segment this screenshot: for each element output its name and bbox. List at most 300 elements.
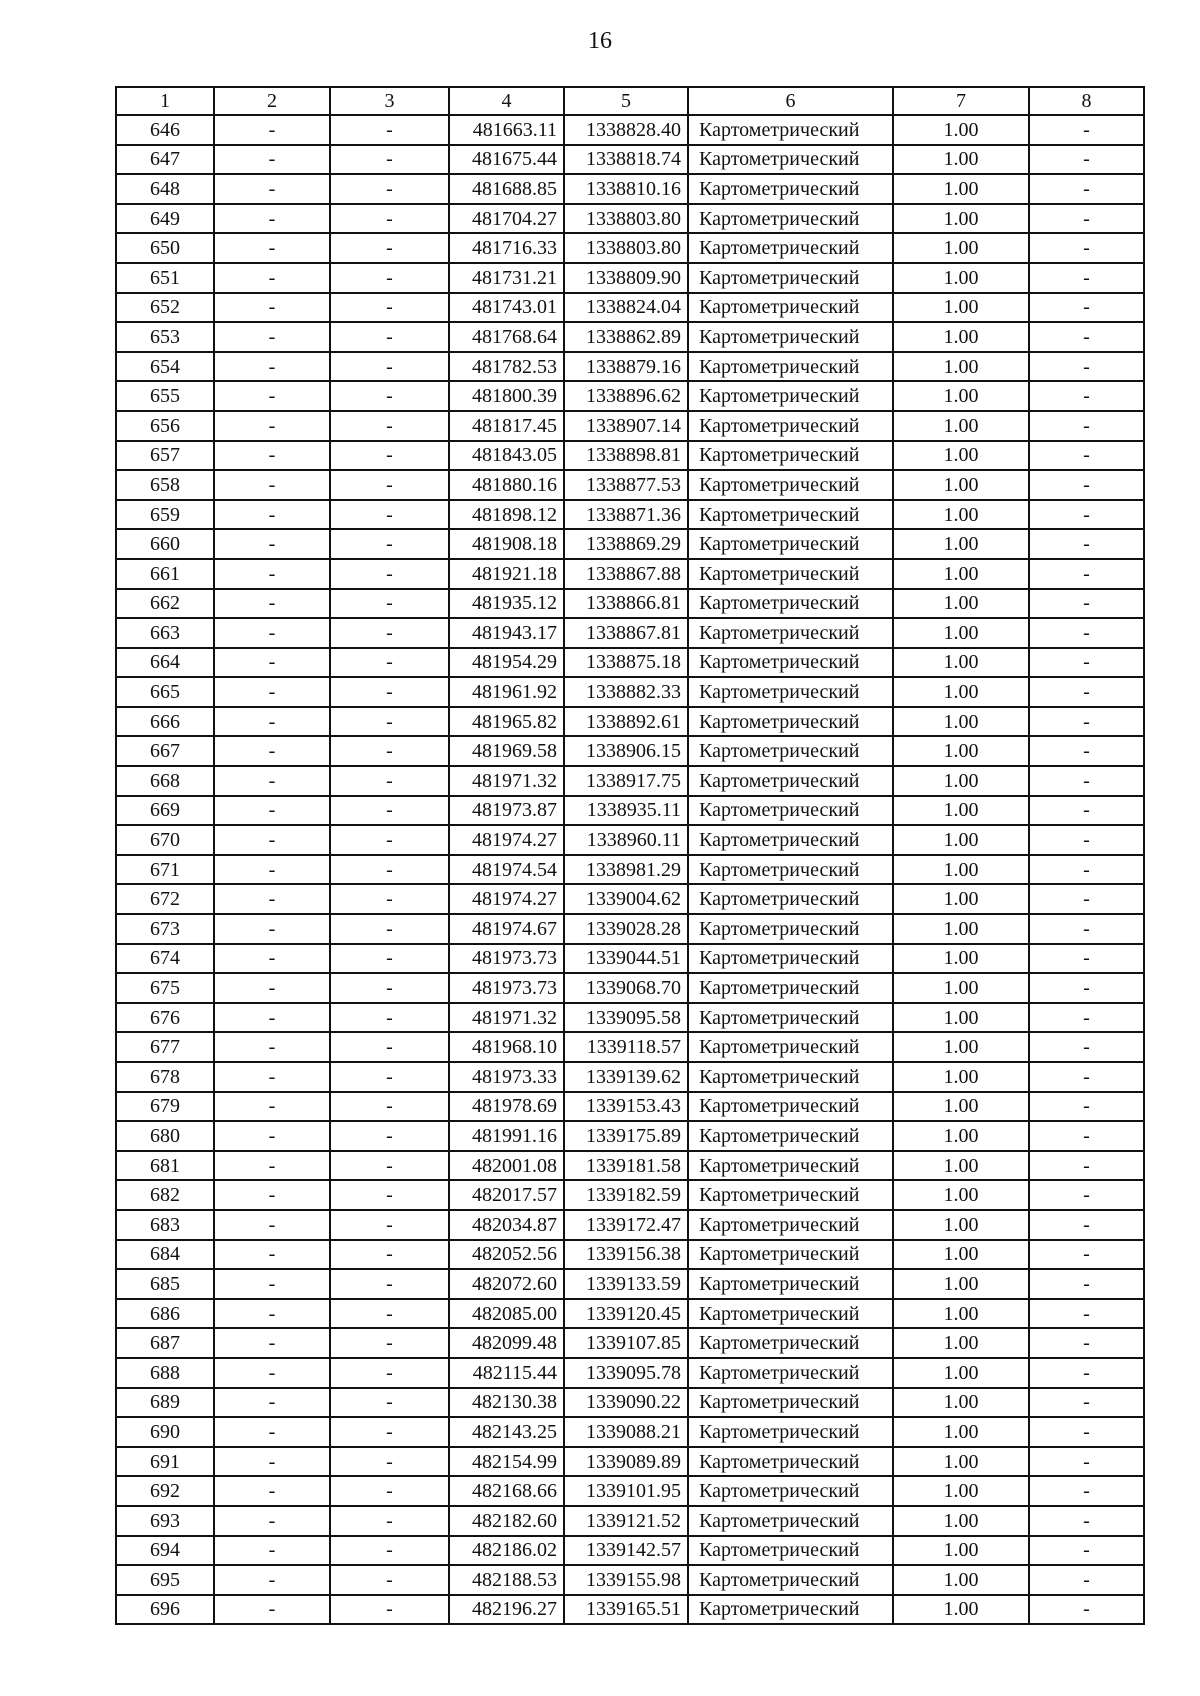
col3-cell: - xyxy=(330,322,449,352)
col2-cell: - xyxy=(214,559,330,589)
col2-cell: - xyxy=(214,914,330,944)
accuracy-cell: 1.00 xyxy=(893,1506,1029,1536)
point-number-cell: 694 xyxy=(116,1536,214,1566)
col3-cell: - xyxy=(330,263,449,293)
accuracy-cell: 1.00 xyxy=(893,1240,1029,1270)
x-coordinate-cell: 481974.27 xyxy=(449,884,564,914)
col2-cell: - xyxy=(214,1003,330,1033)
method-cell: Картометрический xyxy=(688,1180,893,1210)
col2-cell: - xyxy=(214,707,330,737)
y-coordinate-cell: 1339120.45 xyxy=(564,1299,688,1329)
col3-cell: - xyxy=(330,736,449,766)
col3-cell: - xyxy=(330,648,449,678)
col8-cell: - xyxy=(1029,145,1144,175)
method-cell: Картометрический xyxy=(688,648,893,678)
col3-cell: - xyxy=(330,1417,449,1447)
method-cell: Картометрический xyxy=(688,263,893,293)
x-coordinate-cell: 481991.16 xyxy=(449,1121,564,1151)
col3-cell: - xyxy=(330,293,449,323)
accuracy-cell: 1.00 xyxy=(893,1180,1029,1210)
col2-cell: - xyxy=(214,381,330,411)
col3-cell: - xyxy=(330,1447,449,1477)
col8-cell: - xyxy=(1029,1447,1144,1477)
y-coordinate-cell: 1339181.58 xyxy=(564,1151,688,1181)
col3-cell: - xyxy=(330,145,449,175)
accuracy-cell: 1.00 xyxy=(893,1358,1029,1388)
accuracy-cell: 1.00 xyxy=(893,884,1029,914)
accuracy-cell: 1.00 xyxy=(893,529,1029,559)
col8-cell: - xyxy=(1029,174,1144,204)
accuracy-cell: 1.00 xyxy=(893,1062,1029,1092)
point-number-cell: 657 xyxy=(116,441,214,471)
x-coordinate-cell: 481935.12 xyxy=(449,589,564,619)
col8-cell: - xyxy=(1029,973,1144,1003)
accuracy-cell: 1.00 xyxy=(893,825,1029,855)
point-number-cell: 683 xyxy=(116,1210,214,1240)
x-coordinate-cell: 481843.05 xyxy=(449,441,564,471)
accuracy-cell: 1.00 xyxy=(893,796,1029,826)
col8-cell: - xyxy=(1029,1328,1144,1358)
method-cell: Картометрический xyxy=(688,1269,893,1299)
table-row xyxy=(116,411,1144,441)
accuracy-cell: 1.00 xyxy=(893,500,1029,530)
x-coordinate-cell: 481973.87 xyxy=(449,796,564,826)
col8-cell: - xyxy=(1029,1032,1144,1062)
col3-cell: - xyxy=(330,411,449,441)
x-coordinate-cell: 482154.99 xyxy=(449,1447,564,1477)
method-cell: Картометрический xyxy=(688,1299,893,1329)
col2-cell: - xyxy=(214,293,330,323)
method-cell: Картометрический xyxy=(688,1062,893,1092)
col8-cell: - xyxy=(1029,648,1144,678)
accuracy-cell: 1.00 xyxy=(893,352,1029,382)
method-cell: Картометрический xyxy=(688,736,893,766)
y-coordinate-cell: 1338875.18 xyxy=(564,648,688,678)
point-number-cell: 654 xyxy=(116,352,214,382)
x-coordinate-cell: 482188.53 xyxy=(449,1565,564,1595)
table-body xyxy=(116,115,1144,1624)
accuracy-cell: 1.00 xyxy=(893,973,1029,1003)
accuracy-cell: 1.00 xyxy=(893,1565,1029,1595)
x-coordinate-cell: 481969.58 xyxy=(449,736,564,766)
col8-cell: - xyxy=(1029,589,1144,619)
table-row xyxy=(116,115,1144,145)
accuracy-cell: 1.00 xyxy=(893,1388,1029,1418)
x-coordinate-cell: 482034.87 xyxy=(449,1210,564,1240)
col2-cell: - xyxy=(214,1062,330,1092)
method-cell: Картометрический xyxy=(688,411,893,441)
col8-cell: - xyxy=(1029,322,1144,352)
col2-cell: - xyxy=(214,204,330,234)
accuracy-cell: 1.00 xyxy=(893,1032,1029,1062)
y-coordinate-cell: 1339044.51 xyxy=(564,944,688,974)
point-number-cell: 648 xyxy=(116,174,214,204)
method-cell: Картометрический xyxy=(688,914,893,944)
table-row xyxy=(116,796,1144,826)
col3-cell: - xyxy=(330,855,449,885)
col3-cell: - xyxy=(330,589,449,619)
y-coordinate-cell: 1339139.62 xyxy=(564,1062,688,1092)
col3-cell: - xyxy=(330,115,449,145)
col8-cell: - xyxy=(1029,1062,1144,1092)
accuracy-cell: 1.00 xyxy=(893,204,1029,234)
y-coordinate-cell: 1338871.36 xyxy=(564,500,688,530)
method-cell: Картометрический xyxy=(688,589,893,619)
col2-cell: - xyxy=(214,1121,330,1151)
point-number-cell: 675 xyxy=(116,973,214,1003)
accuracy-cell: 1.00 xyxy=(893,1299,1029,1329)
table-row xyxy=(116,263,1144,293)
x-coordinate-cell: 481768.64 xyxy=(449,322,564,352)
method-cell: Картометрический xyxy=(688,1151,893,1181)
col3-cell: - xyxy=(330,500,449,530)
x-coordinate-cell: 481974.67 xyxy=(449,914,564,944)
col8-cell: - xyxy=(1029,1299,1144,1329)
table-row xyxy=(116,500,1144,530)
x-coordinate-cell: 481880.16 xyxy=(449,470,564,500)
col8-cell: - xyxy=(1029,736,1144,766)
x-coordinate-cell: 481898.12 xyxy=(449,500,564,530)
table-row xyxy=(116,293,1144,323)
y-coordinate-cell: 1339088.21 xyxy=(564,1417,688,1447)
col3-cell: - xyxy=(330,1506,449,1536)
accuracy-cell: 1.00 xyxy=(893,1536,1029,1566)
col3-cell: - xyxy=(330,1476,449,1506)
col2-cell: - xyxy=(214,174,330,204)
point-number-cell: 669 xyxy=(116,796,214,826)
col2-cell: - xyxy=(214,1092,330,1122)
accuracy-cell: 1.00 xyxy=(893,677,1029,707)
method-cell: Картометрический xyxy=(688,1210,893,1240)
method-cell: Картометрический xyxy=(688,1388,893,1418)
x-coordinate-cell: 481908.18 xyxy=(449,529,564,559)
table-row xyxy=(116,1032,1144,1062)
accuracy-cell: 1.00 xyxy=(893,1447,1029,1477)
x-coordinate-cell: 481817.45 xyxy=(449,411,564,441)
col3-cell: - xyxy=(330,1121,449,1151)
y-coordinate-cell: 1338917.75 xyxy=(564,766,688,796)
x-coordinate-cell: 481800.39 xyxy=(449,381,564,411)
col3-cell: - xyxy=(330,618,449,648)
table-row xyxy=(116,1092,1144,1122)
method-cell: Картометрический xyxy=(688,1417,893,1447)
col8-cell: - xyxy=(1029,1358,1144,1388)
col2-cell: - xyxy=(214,677,330,707)
col8-cell: - xyxy=(1029,1565,1144,1595)
y-coordinate-cell: 1339107.85 xyxy=(564,1328,688,1358)
point-number-cell: 680 xyxy=(116,1121,214,1151)
table-row xyxy=(116,559,1144,589)
x-coordinate-cell: 481973.73 xyxy=(449,973,564,1003)
x-coordinate-cell: 481973.33 xyxy=(449,1062,564,1092)
table-row xyxy=(116,145,1144,175)
x-coordinate-cell: 481704.27 xyxy=(449,204,564,234)
x-coordinate-cell: 482130.38 xyxy=(449,1388,564,1418)
accuracy-cell: 1.00 xyxy=(893,470,1029,500)
accuracy-cell: 1.00 xyxy=(893,944,1029,974)
table-row xyxy=(116,1328,1144,1358)
x-coordinate-cell: 481965.82 xyxy=(449,707,564,737)
y-coordinate-cell: 1339172.47 xyxy=(564,1210,688,1240)
col8-cell: - xyxy=(1029,855,1144,885)
point-number-cell: 649 xyxy=(116,204,214,234)
point-number-cell: 670 xyxy=(116,825,214,855)
col2-cell: - xyxy=(214,1447,330,1477)
method-cell: Картометрический xyxy=(688,1240,893,1270)
point-number-cell: 679 xyxy=(116,1092,214,1122)
method-cell: Картометрический xyxy=(688,1595,893,1625)
y-coordinate-cell: 1338877.53 xyxy=(564,470,688,500)
y-coordinate-cell: 1339182.59 xyxy=(564,1180,688,1210)
method-cell: Картометрический xyxy=(688,529,893,559)
col8-cell: - xyxy=(1029,618,1144,648)
col2-cell: - xyxy=(214,145,330,175)
col2-cell: - xyxy=(214,855,330,885)
col8-cell: - xyxy=(1029,677,1144,707)
col3-cell: - xyxy=(330,174,449,204)
x-coordinate-cell: 481971.32 xyxy=(449,766,564,796)
col2-cell: - xyxy=(214,1180,330,1210)
method-cell: Картометрический xyxy=(688,322,893,352)
col2-cell: - xyxy=(214,1299,330,1329)
col8-cell: - xyxy=(1029,470,1144,500)
col8-cell: - xyxy=(1029,441,1144,471)
method-cell: Картометрический xyxy=(688,1358,893,1388)
point-number-cell: 658 xyxy=(116,470,214,500)
y-coordinate-cell: 1338810.16 xyxy=(564,174,688,204)
col2-cell: - xyxy=(214,1240,330,1270)
col8-cell: - xyxy=(1029,500,1144,530)
y-coordinate-cell: 1338898.81 xyxy=(564,441,688,471)
y-coordinate-cell: 1338867.81 xyxy=(564,618,688,648)
y-coordinate-cell: 1339156.38 xyxy=(564,1240,688,1270)
method-cell: Картометрический xyxy=(688,174,893,204)
col2-cell: - xyxy=(214,115,330,145)
y-coordinate-cell: 1338869.29 xyxy=(564,529,688,559)
table-row xyxy=(116,529,1144,559)
x-coordinate-cell: 482196.27 xyxy=(449,1595,564,1625)
col3-cell: - xyxy=(330,381,449,411)
table-row xyxy=(116,233,1144,263)
point-number-cell: 685 xyxy=(116,1269,214,1299)
y-coordinate-cell: 1338803.80 xyxy=(564,204,688,234)
table-row xyxy=(116,1417,1144,1447)
point-number-cell: 684 xyxy=(116,1240,214,1270)
method-cell: Картометрический xyxy=(688,1476,893,1506)
col8-cell: - xyxy=(1029,204,1144,234)
col2-cell: - xyxy=(214,1210,330,1240)
col8-cell: - xyxy=(1029,1210,1144,1240)
y-coordinate-cell: 1338892.61 xyxy=(564,707,688,737)
col2-cell: - xyxy=(214,1417,330,1447)
x-coordinate-cell: 482168.66 xyxy=(449,1476,564,1506)
table-row xyxy=(116,855,1144,885)
point-number-cell: 652 xyxy=(116,293,214,323)
accuracy-cell: 1.00 xyxy=(893,1092,1029,1122)
x-coordinate-cell: 482186.02 xyxy=(449,1536,564,1566)
col8-cell: - xyxy=(1029,1180,1144,1210)
x-coordinate-cell: 481978.69 xyxy=(449,1092,564,1122)
x-coordinate-cell: 481971.32 xyxy=(449,1003,564,1033)
col8-cell: - xyxy=(1029,1121,1144,1151)
method-cell: Картометрический xyxy=(688,1536,893,1566)
y-coordinate-cell: 1338866.81 xyxy=(564,589,688,619)
col8-cell: - xyxy=(1029,1092,1144,1122)
x-coordinate-cell: 481954.29 xyxy=(449,648,564,678)
col8-cell: - xyxy=(1029,1476,1144,1506)
col8-cell: - xyxy=(1029,115,1144,145)
point-number-cell: 696 xyxy=(116,1595,214,1625)
col3-cell: - xyxy=(330,1180,449,1210)
point-number-cell: 695 xyxy=(116,1565,214,1595)
x-coordinate-cell: 482115.44 xyxy=(449,1358,564,1388)
y-coordinate-cell: 1339133.59 xyxy=(564,1269,688,1299)
point-number-cell: 672 xyxy=(116,884,214,914)
table-row xyxy=(116,589,1144,619)
col8-cell: - xyxy=(1029,1417,1144,1447)
col3-cell: - xyxy=(330,529,449,559)
accuracy-cell: 1.00 xyxy=(893,559,1029,589)
accuracy-cell: 1.00 xyxy=(893,293,1029,323)
table-row xyxy=(116,766,1144,796)
col3-cell: - xyxy=(330,1092,449,1122)
table-row xyxy=(116,1447,1144,1477)
col8-cell: - xyxy=(1029,1240,1144,1270)
method-cell: Картометрический xyxy=(688,677,893,707)
col2-cell: - xyxy=(214,529,330,559)
col2-cell: - xyxy=(214,825,330,855)
method-cell: Картометрический xyxy=(688,1092,893,1122)
point-number-cell: 656 xyxy=(116,411,214,441)
x-coordinate-cell: 481973.73 xyxy=(449,944,564,974)
method-cell: Картометрический xyxy=(688,1032,893,1062)
col3-cell: - xyxy=(330,352,449,382)
table-row xyxy=(116,1536,1144,1566)
point-number-cell: 664 xyxy=(116,648,214,678)
col2-cell: - xyxy=(214,1151,330,1181)
col3-cell: - xyxy=(330,1240,449,1270)
col2-cell: - xyxy=(214,263,330,293)
table-row xyxy=(116,1121,1144,1151)
method-cell: Картометрический xyxy=(688,204,893,234)
table-row xyxy=(116,914,1144,944)
y-coordinate-cell: 1338828.40 xyxy=(564,115,688,145)
col3-cell: - xyxy=(330,1328,449,1358)
point-number-cell: 674 xyxy=(116,944,214,974)
point-number-cell: 686 xyxy=(116,1299,214,1329)
column-header: 4 xyxy=(449,87,564,115)
col8-cell: - xyxy=(1029,381,1144,411)
point-number-cell: 663 xyxy=(116,618,214,648)
col3-cell: - xyxy=(330,796,449,826)
col2-cell: - xyxy=(214,884,330,914)
accuracy-cell: 1.00 xyxy=(893,233,1029,263)
point-number-cell: 661 xyxy=(116,559,214,589)
table-row xyxy=(116,736,1144,766)
table-row xyxy=(116,1180,1144,1210)
col2-cell: - xyxy=(214,1595,330,1625)
method-cell: Картометрический xyxy=(688,796,893,826)
col8-cell: - xyxy=(1029,293,1144,323)
y-coordinate-cell: 1338803.80 xyxy=(564,233,688,263)
method-cell: Картометрический xyxy=(688,500,893,530)
point-number-cell: 677 xyxy=(116,1032,214,1062)
col8-cell: - xyxy=(1029,766,1144,796)
table-row xyxy=(116,322,1144,352)
point-number-cell: 687 xyxy=(116,1328,214,1358)
col3-cell: - xyxy=(330,441,449,471)
table-row xyxy=(116,1595,1144,1625)
y-coordinate-cell: 1338896.62 xyxy=(564,381,688,411)
x-coordinate-cell: 482017.57 xyxy=(449,1180,564,1210)
col2-cell: - xyxy=(214,944,330,974)
method-cell: Картометрический xyxy=(688,470,893,500)
col3-cell: - xyxy=(330,884,449,914)
method-cell: Картометрический xyxy=(688,973,893,1003)
table-row xyxy=(116,1210,1144,1240)
col3-cell: - xyxy=(330,825,449,855)
accuracy-cell: 1.00 xyxy=(893,1210,1029,1240)
method-cell: Картометрический xyxy=(688,855,893,885)
table-row xyxy=(116,1565,1144,1595)
table-header-row xyxy=(116,87,1144,115)
x-coordinate-cell: 481688.85 xyxy=(449,174,564,204)
col8-cell: - xyxy=(1029,352,1144,382)
point-number-cell: 671 xyxy=(116,855,214,885)
y-coordinate-cell: 1338981.29 xyxy=(564,855,688,885)
col3-cell: - xyxy=(330,1595,449,1625)
col8-cell: - xyxy=(1029,411,1144,441)
col8-cell: - xyxy=(1029,1506,1144,1536)
y-coordinate-cell: 1339028.28 xyxy=(564,914,688,944)
col2-cell: - xyxy=(214,322,330,352)
y-coordinate-cell: 1338935.11 xyxy=(564,796,688,826)
table-row xyxy=(116,441,1144,471)
table-row xyxy=(116,677,1144,707)
col3-cell: - xyxy=(330,766,449,796)
col3-cell: - xyxy=(330,707,449,737)
col3-cell: - xyxy=(330,1269,449,1299)
col3-cell: - xyxy=(330,1062,449,1092)
y-coordinate-cell: 1339101.95 xyxy=(564,1476,688,1506)
table-row xyxy=(116,1269,1144,1299)
point-number-cell: 668 xyxy=(116,766,214,796)
col2-cell: - xyxy=(214,233,330,263)
point-number-cell: 660 xyxy=(116,529,214,559)
method-cell: Картометрический xyxy=(688,944,893,974)
method-cell: Картометрический xyxy=(688,618,893,648)
x-coordinate-cell: 481974.27 xyxy=(449,825,564,855)
method-cell: Картометрический xyxy=(688,352,893,382)
y-coordinate-cell: 1339153.43 xyxy=(564,1092,688,1122)
point-number-cell: 647 xyxy=(116,145,214,175)
col2-cell: - xyxy=(214,1536,330,1566)
point-number-cell: 665 xyxy=(116,677,214,707)
point-number-cell: 666 xyxy=(116,707,214,737)
method-cell: Картометрический xyxy=(688,145,893,175)
col2-cell: - xyxy=(214,618,330,648)
y-coordinate-cell: 1338960.11 xyxy=(564,825,688,855)
point-number-cell: 688 xyxy=(116,1358,214,1388)
x-coordinate-cell: 481921.18 xyxy=(449,559,564,589)
method-cell: Картометрический xyxy=(688,1121,893,1151)
table-row xyxy=(116,1151,1144,1181)
y-coordinate-cell: 1338907.14 xyxy=(564,411,688,441)
x-coordinate-cell: 482099.48 xyxy=(449,1328,564,1358)
point-number-cell: 690 xyxy=(116,1417,214,1447)
y-coordinate-cell: 1339175.89 xyxy=(564,1121,688,1151)
accuracy-cell: 1.00 xyxy=(893,1003,1029,1033)
